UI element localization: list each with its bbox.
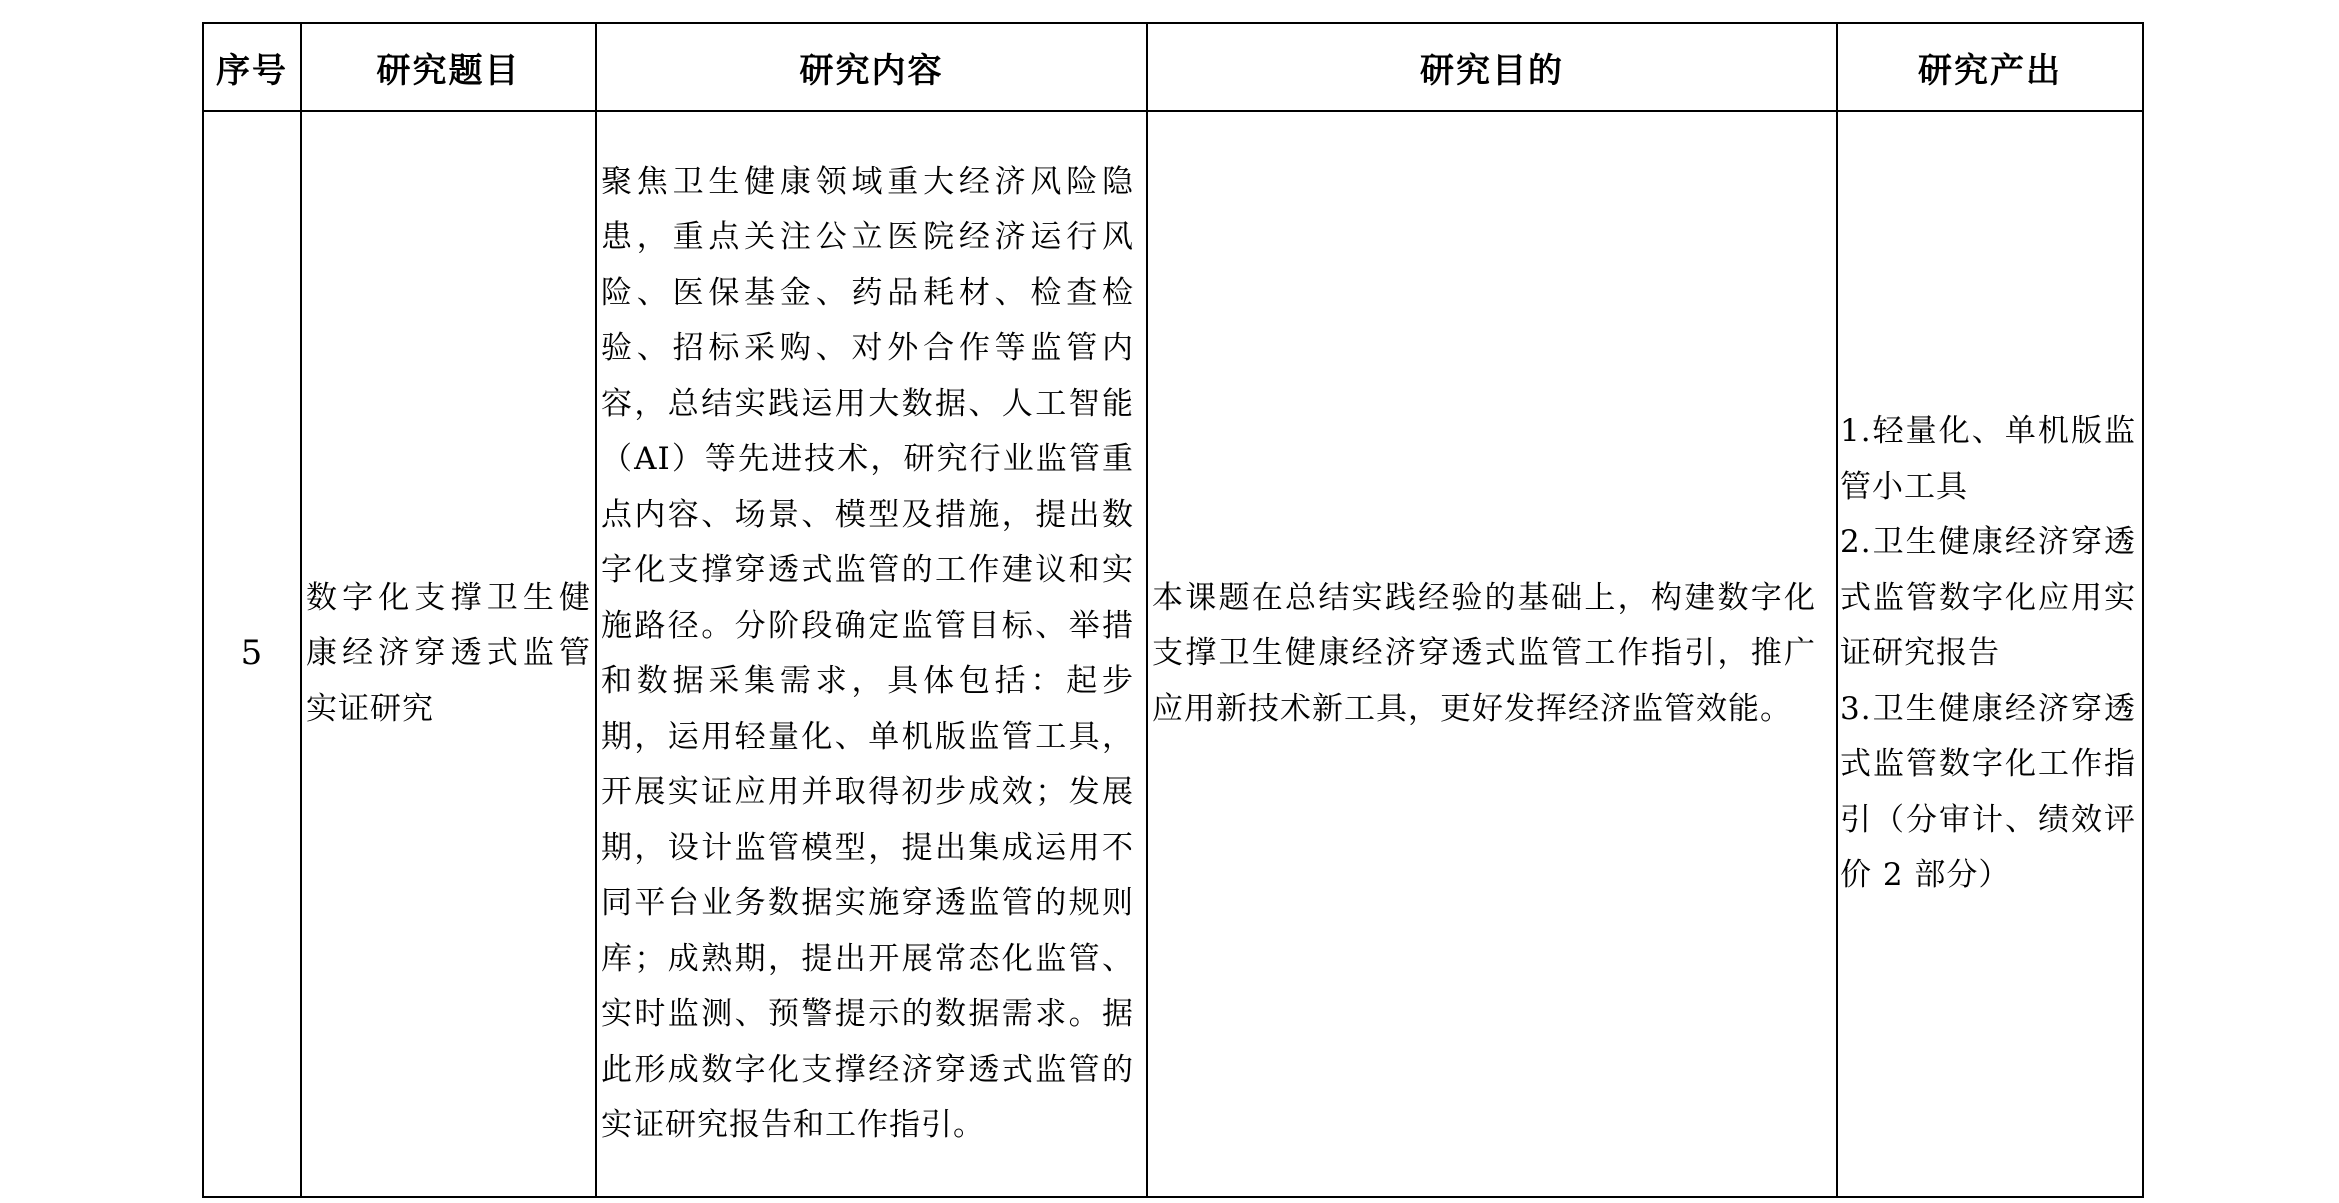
- cell-content: [596, 111, 1147, 1197]
- table-row: [203, 111, 2143, 1197]
- cell-output: [1837, 111, 2143, 1197]
- output-item-2: 2.卫生健康经济穿透式监管数字化应用实证研究报告: [1840, 524, 2136, 672]
- cell-title: [301, 111, 596, 1197]
- output-item-3: 3.卫生健康经济穿透式监管数字化工作指引（分审计、绩效评价 2 部分）: [1840, 690, 2136, 894]
- research-topic-table: [202, 22, 2144, 1198]
- research-title: 数字化支撑卫生健康经济穿透式监管实证研究: [306, 579, 591, 727]
- cell-no: [203, 111, 301, 1197]
- header-no: 序号: [203, 23, 301, 111]
- output-item-1: 1.轻量化、单机版监管小工具: [1840, 413, 2136, 505]
- research-output-list: [1838, 404, 2142, 904]
- cell-purpose: [1147, 111, 1837, 1197]
- header-output: 研究产出: [1837, 23, 2143, 111]
- research-content: 聚焦卫生健康领域重大经济风险隐患，重点关注公立医院经济运行风险、医保基金、药品耗材、检查检验、招标采购、对外合作等监管内容，总结实践运用大数据、人工智能（AI）等先进技术，研究行业监管重点内容、场景、模型及措施，提出数字化支撑穿透式监管的工作建议和实施路径。分阶段确定监管目标、举措和数据采集需求，具体包括：起步期，运用轻量化、单机版监管工具，开展实证应用并取得初步成效；发展期，设计监管模型，提出集成运用不同平台业务数据实施穿透监管的规则库；成熟期，提出开展常态化监管、实时监测、预警提示的数据需求。据此形成数字化支撑经济穿透式监管的实证研究报告和工作指引。: [601, 163, 1134, 1143]
- header-content: 研究内容: [596, 23, 1147, 111]
- research-purpose: 本课题在总结实践经验的基础上，构建数字化支撑卫生健康经济穿透式监管工作指引，推广应用新技术新工具，更好发挥经济监管效能。: [1152, 579, 1816, 727]
- header-purpose: 研究目的: [1147, 23, 1837, 111]
- row-number: 5: [240, 633, 264, 674]
- table-header-row: [203, 23, 2143, 111]
- header-title: 研究题目: [301, 23, 596, 111]
